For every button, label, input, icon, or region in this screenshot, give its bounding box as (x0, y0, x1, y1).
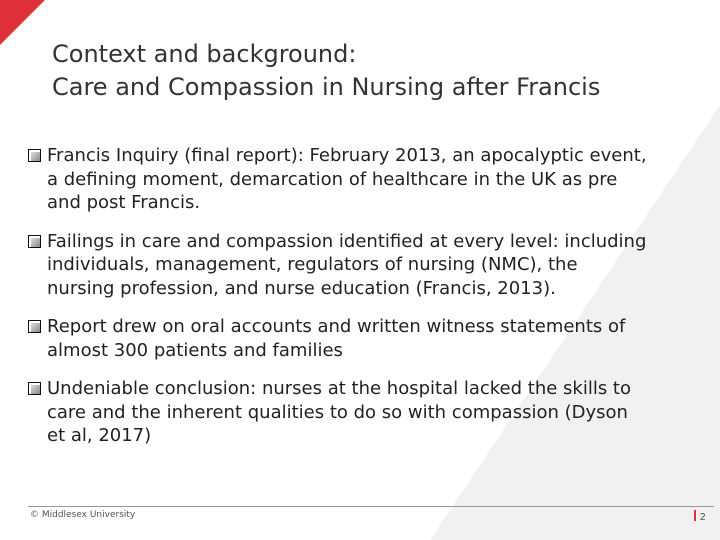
bullet-line: Francis Inquiry (final report): February 2013, an apocalyptic event, (47, 145, 647, 166)
checkbox-bullet-icon (28, 382, 41, 395)
bullet-item (28, 315, 708, 362)
bullet-line: et al, 2017) (47, 425, 152, 446)
bullet-line: Report drew on oral accounts and written witness statements of (47, 316, 626, 337)
bullet-line: care and the inherent qualities to do so with compassion (Dyson (47, 401, 628, 423)
footer-copyright: © Middlesex University (30, 510, 136, 520)
corner-accent-triangle (0, 0, 50, 50)
title-line-2: Care and Compassion in Nursing after Francis (52, 73, 601, 101)
bullet-item (28, 144, 708, 215)
bullet-line: individuals, management, regulators of nursing (NMC), the (47, 254, 578, 275)
page-number-accent-bar (694, 510, 696, 521)
bullet-line: almost 300 patients and families (47, 339, 343, 361)
bullet-line: a defining moment, demarcation of healthcare in the UK as pre (47, 168, 618, 190)
bullet-line: Failings in care and compassion identified at every level: including (47, 230, 647, 252)
bullet-line: and post Francis. (47, 192, 201, 213)
title-line-1: Context and background: (52, 40, 357, 68)
page-number (694, 510, 706, 523)
checkbox-bullet-icon (28, 320, 41, 333)
footer-divider (28, 506, 714, 507)
checkbox-bullet-icon (28, 235, 41, 248)
slide-title (52, 38, 672, 104)
bullet-item (28, 377, 708, 448)
bullet-line: Undeniable conclusion: nurses at the hospital lacked the skills to (47, 378, 631, 399)
bullet-item (28, 230, 708, 301)
bullet-list (28, 144, 708, 463)
bullet-line: nursing profession, and nurse education (Francis, 2013). (47, 277, 556, 299)
page-number-value: 2 (699, 512, 706, 523)
checkbox-bullet-icon (28, 149, 41, 162)
